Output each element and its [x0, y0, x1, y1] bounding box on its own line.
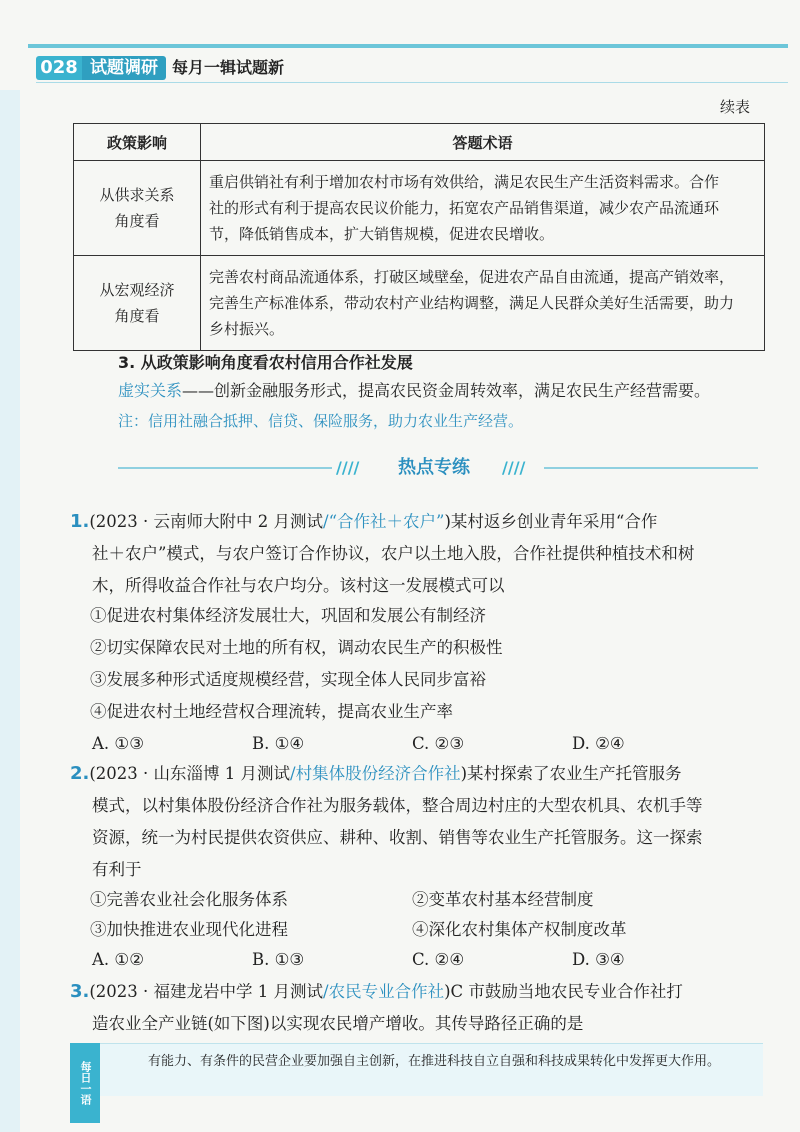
question-stem-line [70, 506, 770, 538]
option-c[interactable]: C. ②③ [412, 734, 465, 753]
question-topic-tag: /村集体股份经济合作社 [290, 764, 461, 783]
aspect-line: 从宏观经济 [99, 281, 175, 299]
question-text: 某村探索了农业生产托管服务 [467, 764, 682, 783]
question-topic-tag: /农民专业合作社 [323, 982, 445, 1001]
question-1 [70, 506, 770, 602]
relation-text: ——创新金融服务形式，提高农民资金周转效率，满足农民生产经营需要。 [182, 381, 711, 400]
top-stripe [28, 44, 788, 48]
question-text: 木，所得收益合作社与农户均分。该村这一发展模式可以 [92, 576, 505, 595]
tip-text: 有能力、有条件的民营企业要加强自主创新，在推进科技自立自强和科技成果转化中发挥更大作用。 [148, 1054, 721, 1069]
answer-line: 乡村振兴。 [209, 320, 285, 338]
table-cell-answer [201, 256, 765, 351]
option-d[interactable]: D. ③④ [572, 950, 625, 969]
slogan: 每月一辑试题新 [172, 58, 285, 77]
statement: ②变革农村基本经营制度 [412, 890, 594, 909]
tip-badge: 每日一语 [70, 1043, 100, 1123]
question-source: (2023 · 云南师大附中 2 月测试 [89, 512, 324, 531]
question-3 [70, 976, 770, 1040]
question-number: 3. [70, 981, 90, 1002]
header-rule [36, 82, 788, 83]
table-header-aspect: 政策影响 [74, 124, 201, 161]
banner-slash-left-icon: //// [336, 458, 360, 477]
answer-line: 节，降低销售成本，扩大销售规模，促进农民增收。 [209, 225, 555, 243]
statement: ①完善农业社会化服务体系 [90, 890, 288, 909]
answer-line: 完善生产标准体系，带动农村产业结构调整，满足人民群众美好生活需要，助力 [209, 294, 735, 312]
answer-line: 完善农村商品流通体系，打破区域壁垒，促进农产品自由流通，提高产销效率， [209, 268, 735, 286]
banner-rule-left [118, 467, 332, 469]
question-text: 造农业全产业链(如下图)以实现农民增产增收。其传导路径正确的是 [92, 1014, 584, 1033]
sub-heading: 3. 从政策影响角度看农村信用合作社发展 [118, 353, 413, 372]
question-source-close: ) [460, 764, 468, 783]
statement: ①促进农村集体经济发展壮大，巩固和发展公有制经济 [90, 606, 486, 625]
question-text: 社＋农户”模式，与农户签订合作协议，农户以土地入股，合作社提供种植技术和树 [92, 544, 695, 563]
statement: ④促进农村土地经营权合理流转，提高农业生产率 [90, 702, 453, 721]
question-topic-tag: /“合作社＋农户” [323, 512, 445, 531]
table-row [74, 256, 765, 351]
question-source: (2023 · 福建龙岩中学 1 月测试 [89, 982, 324, 1001]
question-stem-line [70, 976, 770, 1008]
question-number: 1. [70, 511, 90, 532]
option-b[interactable]: B. ①③ [252, 950, 305, 969]
question-text: 模式，以村集体股份经济合作社为服务载体，整合周边村庄的大型农机具、农机手等 [92, 796, 703, 815]
question-text: C 市鼓励当地农民专业合作社打 [450, 982, 683, 1001]
statement: ④深化农村集体产权制度改革 [412, 920, 627, 939]
option-a[interactable]: A. ①③ [92, 734, 144, 753]
statement: ③发展多种形式适度规模经营，实现全体人民同步富裕 [90, 670, 486, 689]
question-number: 2. [70, 763, 90, 784]
section-title: 试题调研 [82, 56, 166, 80]
table-header-answer: 答题术语 [201, 124, 765, 161]
aspect-line: 角度看 [114, 212, 160, 230]
question-source-close: ) [444, 982, 451, 1001]
policy-table [73, 123, 765, 351]
table-cell-aspect [74, 256, 201, 351]
option-b[interactable]: B. ①④ [252, 734, 305, 753]
note-line: 注：信用社融合抵押、信贷、保险服务，助力农业生产经营。 [118, 412, 524, 430]
answer-line: 重启供销社有利于增加农村市场有效供给，满足农民生产生活资料需求。合作 [209, 173, 720, 191]
question-text: 资源，统一为村民提供农资供应、耕种、收割、销售等农业生产托管服务。这一探索 [92, 828, 703, 847]
question-source-close: ) [444, 512, 451, 531]
option-a[interactable]: A. ①② [92, 950, 144, 969]
option-c[interactable]: C. ②④ [412, 950, 465, 969]
question-2 [70, 758, 770, 886]
table-row [74, 161, 765, 256]
question-source: (2023 · 山东淄博 1 月测试 [89, 764, 291, 783]
aspect-line: 角度看 [114, 307, 160, 325]
statement: ③加快推进农业现代化进程 [90, 920, 288, 939]
table-cell-answer [201, 161, 765, 256]
table-header-row [74, 124, 765, 161]
relation-line [118, 378, 710, 401]
option-d[interactable]: D. ②④ [572, 734, 625, 753]
answer-line: 社的形式有利于提高农民议价能力，拓宽农产品销售渠道，减少农产品流通环 [209, 199, 720, 217]
question-text: 某村返乡创业青年采用“合作 [450, 512, 658, 531]
statement: ②切实保障农民对土地的所有权，调动农民生产的积极性 [90, 638, 503, 657]
hot-practice-banner [118, 456, 758, 480]
hot-practice-title: 热点专练 [398, 457, 470, 478]
banner-rule-right [544, 467, 758, 469]
banner-slash-right-icon: //// [502, 458, 526, 477]
left-margin-bar [0, 90, 20, 1132]
page-number: 028 [36, 56, 82, 80]
question-text: 有利于 [92, 860, 142, 879]
continued-label: 续表 [719, 98, 750, 116]
question-stem-line [70, 758, 770, 790]
table-cell-aspect [74, 161, 201, 256]
relation-term: 虚实关系 [118, 381, 183, 400]
aspect-line: 从供求关系 [99, 186, 175, 204]
